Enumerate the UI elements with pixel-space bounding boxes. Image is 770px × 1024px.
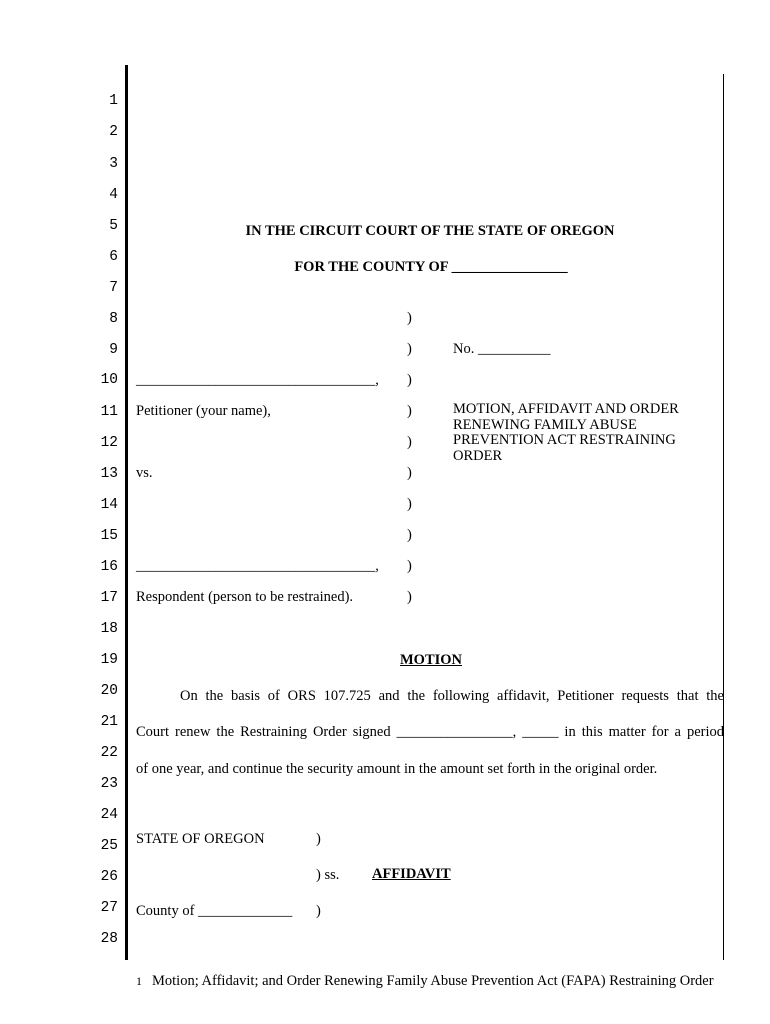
caption-paren: ) bbox=[407, 527, 412, 543]
state-label: STATE OF OREGON bbox=[136, 831, 265, 847]
line-number: 27 bbox=[100, 900, 118, 916]
caption-paren: ) bbox=[407, 341, 412, 357]
ss-label: ) ss. bbox=[316, 867, 340, 883]
document-title: MOTION, AFFIDAVIT AND ORDER RENEWING FAMILY ABUSE PREVENTION ACT RESTRAINING ORDER bbox=[453, 401, 679, 464]
caption-paren: ) bbox=[407, 589, 412, 605]
line-number: 26 bbox=[100, 869, 118, 885]
line-number: 17 bbox=[100, 590, 118, 606]
page-footer bbox=[136, 974, 726, 989]
county-field[interactable]: County of _____________ bbox=[136, 903, 293, 919]
line-number: 11 bbox=[100, 404, 118, 420]
line-number: 19 bbox=[100, 652, 118, 668]
line-number: 28 bbox=[100, 931, 118, 947]
line-number: 1 bbox=[109, 93, 118, 109]
line-number: 18 bbox=[100, 621, 118, 637]
petitioner-label: Petitioner (your name), bbox=[136, 403, 271, 419]
line-number: 15 bbox=[100, 528, 118, 544]
line-number: 16 bbox=[100, 559, 118, 575]
motion-text-line-1: On the basis of ORS 107.725 and the following affidavit, Petitioner requests that the bbox=[180, 688, 724, 704]
line-number: 9 bbox=[109, 342, 118, 358]
court-title: IN THE CIRCUIT COURT OF THE STATE OF OREGON bbox=[245, 223, 615, 239]
case-number-field[interactable]: No. __________ bbox=[453, 341, 551, 357]
affidavit-heading: AFFIDAVIT bbox=[372, 866, 451, 882]
venue-paren: ) bbox=[316, 831, 321, 847]
caption-paren: ) bbox=[407, 558, 412, 574]
right-margin-rule bbox=[723, 74, 724, 960]
line-number: 8 bbox=[109, 311, 118, 327]
line-number: 13 bbox=[100, 466, 118, 482]
line-number: 20 bbox=[100, 683, 118, 699]
left-margin-rule bbox=[125, 65, 128, 960]
line-number: 3 bbox=[109, 156, 118, 172]
line-number: 23 bbox=[100, 776, 118, 792]
line-number: 5 bbox=[109, 218, 118, 234]
caption-paren: ) bbox=[407, 310, 412, 326]
line-number: 10 bbox=[100, 372, 118, 388]
county-label: FOR THE COUNTY OF ________________ bbox=[294, 259, 568, 275]
motion-text-line-2: Court renew the Restraining Order signed ________________, _____ in this matter for a period bbox=[136, 724, 724, 740]
line-number: 24 bbox=[100, 807, 118, 823]
line-number: 14 bbox=[100, 497, 118, 513]
line-number: 25 bbox=[100, 838, 118, 854]
line-number: 12 bbox=[100, 435, 118, 451]
line-number: 4 bbox=[109, 187, 118, 203]
caption-paren: ) bbox=[407, 434, 412, 450]
versus-label: vs. bbox=[136, 465, 153, 481]
caption-paren: ) bbox=[407, 403, 412, 419]
venue-paren: ) bbox=[316, 903, 321, 919]
caption-paren: ) bbox=[407, 372, 412, 388]
motion-text-line-3: of one year, and continue the security amount in the amount set forth in the original order. bbox=[136, 761, 658, 777]
line-number: 22 bbox=[100, 745, 118, 761]
caption-paren: ) bbox=[407, 496, 412, 512]
line-number: 6 bbox=[109, 249, 118, 265]
petitioner-name-field[interactable]: _________________________________, bbox=[136, 372, 379, 388]
respondent-label: Respondent (person to be restrained). bbox=[136, 589, 354, 605]
caption-paren: ) bbox=[407, 465, 412, 481]
line-number: 2 bbox=[109, 124, 118, 140]
line-number: 21 bbox=[100, 714, 118, 730]
motion-heading: MOTION bbox=[399, 652, 463, 668]
line-number: 7 bbox=[109, 280, 118, 296]
respondent-name-field[interactable]: _________________________________, bbox=[136, 558, 379, 574]
page-number: 1 bbox=[136, 974, 142, 988]
footer-text: Motion; Affidavit; and Order Renewing Family Abuse Prevention Act (FAPA) Restraining Order bbox=[152, 973, 714, 989]
